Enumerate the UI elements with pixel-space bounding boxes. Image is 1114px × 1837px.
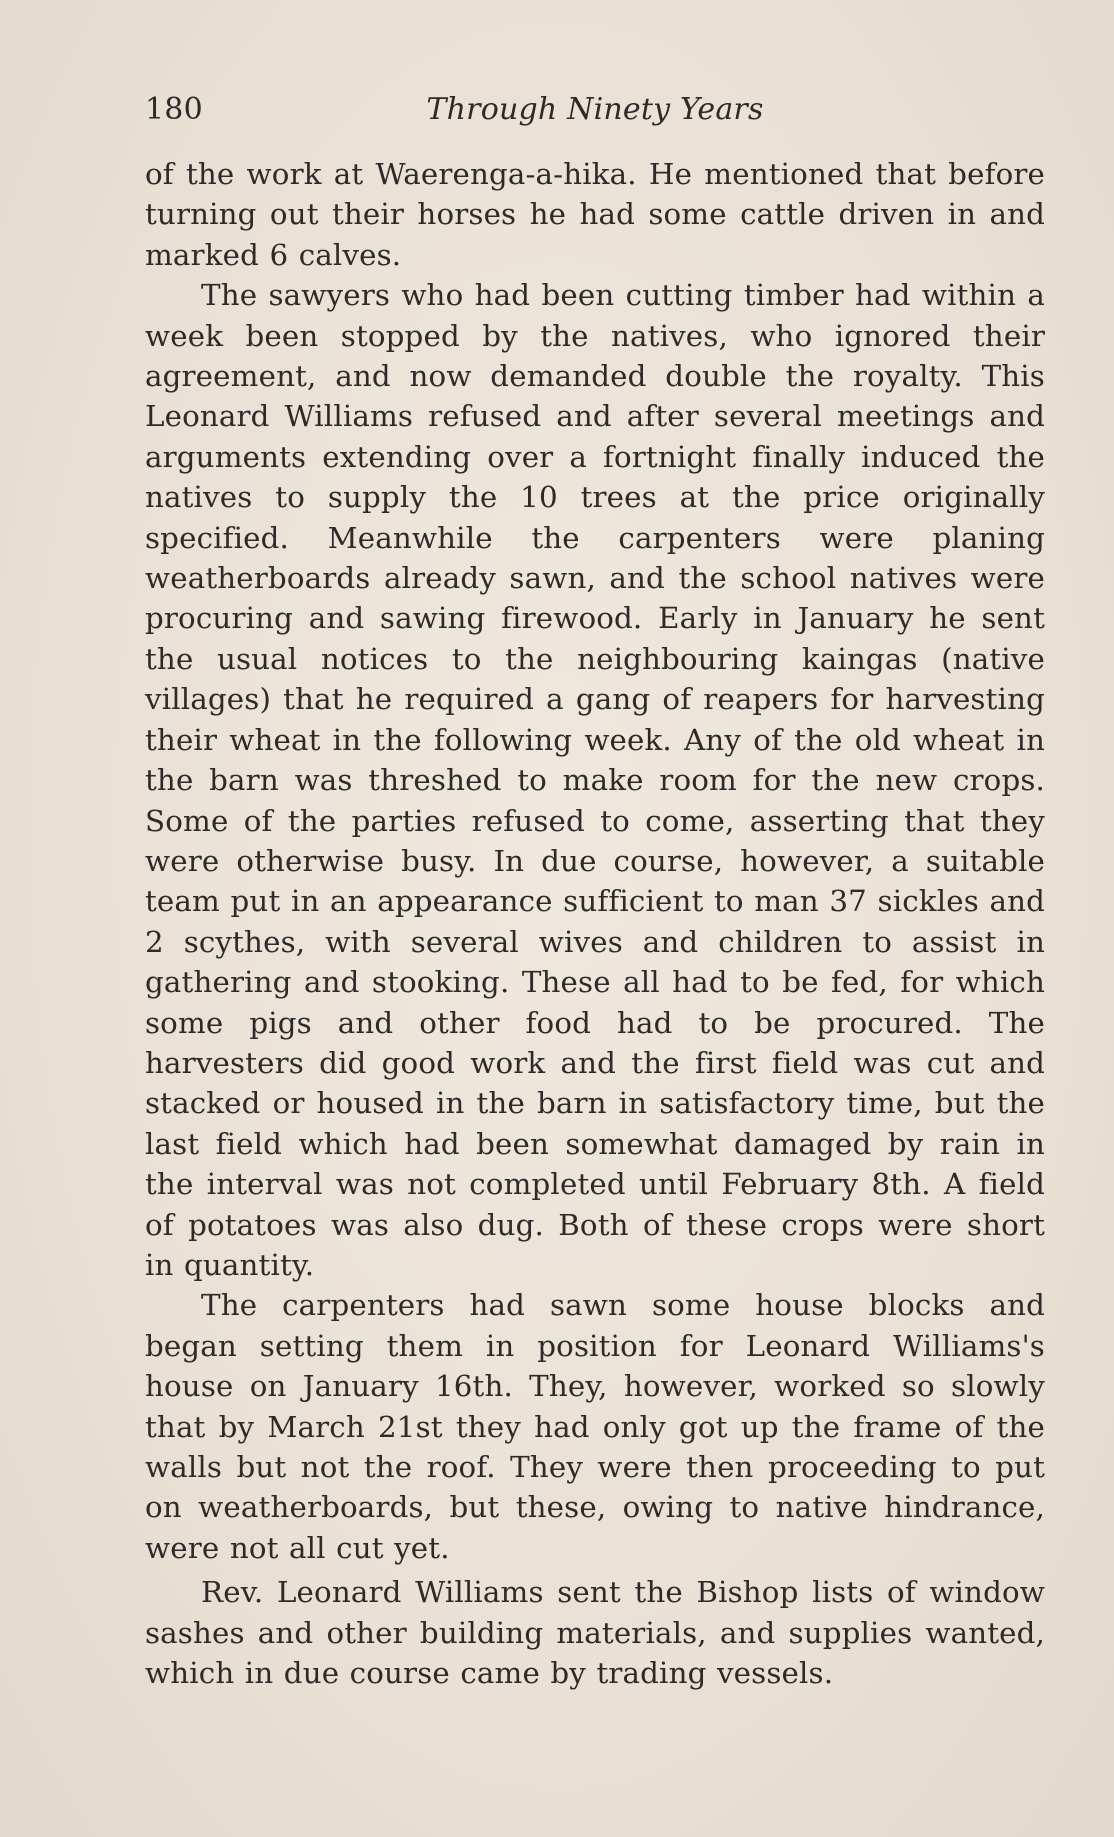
paragraph-carpenters: The carpenters had sawn some house blocks and began setting them in position for Leonard Williams's house on January 16th. They, however, worked so slowly that by March 21st they had only got up the frame of the walls but not the roof. They were then proceeding to put on weatherboards, but these, owing to native hindrance, were not all cut yet.: [145, 1288, 1045, 1565]
book-title: Through Ninety Years: [426, 92, 764, 127]
paragraph-materials: Rev. Leonard Williams sent the Bishop lists of window sashes and other building materials, and supplies wanted, which in due course came by trading vessels.: [145, 1575, 1045, 1691]
paragraph-continued: of the work at Waerenga-a-hika. He mentioned that before turning out their horses he had some cattle driven in and marked 6 calves.: [145, 157, 1045, 272]
body-text: [145, 154, 1045, 1693]
running-head: [145, 92, 1045, 136]
book-page: [145, 92, 1045, 1693]
paragraph-sawyers: The sawyers who had been cutting timber had within a week been stopped by the natives, who ignored their agreement, and now demanded double the royalty. This Leonard Williams refused and after several meetings and arguments extending over a fortnight finally induced the natives to supply the 10 trees at the price originally specified. Meanwhile the carpenters were planing weatherboards already sawn, and the school natives were procuring and sawing firewood. Early in January he sent the usual notices to the neighbouring kaingas (native villages) that he required a gang of reapers for harvesting their wheat in the following week. Any of the old wheat in the barn was threshed to make room for the new crops. Some of the parties refused to come, asserting that they were otherwise busy. In due course, however, a suitable team put in an appearance sufficient to man 37 sickles and 2 scythes, with several wives and children to assist in gathering and stooking. These all had to be fed, for which some pigs and other food had to be procured. The harvesters did good work and the first field was cut and stacked or housed in the barn in satisfactory time, but the last field which had been somewhat damaged by rain in the interval was not completed until February 8th. A field of potatoes was also dug. Both of these crops were short in quantity.: [145, 278, 1045, 1282]
page-number: 180: [145, 92, 203, 127]
